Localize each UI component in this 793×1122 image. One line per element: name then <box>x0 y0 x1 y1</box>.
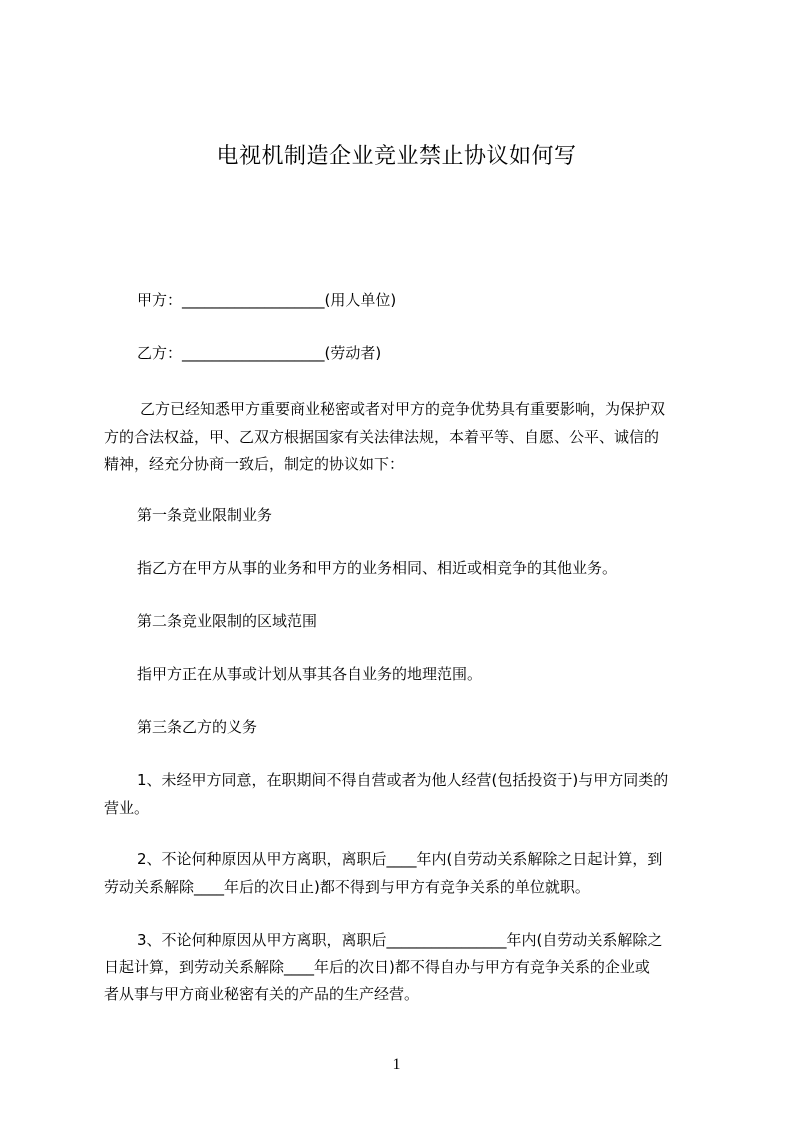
article-2-body: 指甲方正在从事或计划从事其各自业务的地理范围。 <box>137 665 483 683</box>
article-3-heading: 第三条乙方的义务 <box>137 718 258 736</box>
intro-line-2: 方的合法权益，甲、乙双方根据国家有关法律法规，本着平等、自愿、公平、诚信的 <box>104 428 660 446</box>
party-a-line: 甲方：___________________(用人单位) <box>137 291 397 309</box>
article-1-heading: 第一条竞业限制业务 <box>137 506 273 524</box>
intro-line-1: 乙方已经知悉甲方重要商业秘密或者对甲方的竞争优势具有重要影响，为保护双 <box>140 400 666 418</box>
item-3-line-1: 3、不论何种原因从甲方离职，离职后________________年内(自劳动关系解除之 <box>137 931 663 949</box>
item-1-line-2: 营业。 <box>104 799 150 817</box>
party-b-line: 乙方：___________________(劳动者) <box>137 344 382 362</box>
item-2-line-2: 劳动关系解除____年后的次日止)都不得到与甲方有竞争关系的单位就职。 <box>104 878 590 896</box>
item-3-line-3: 者从事与甲方商业秘密有关的产品的生产经营。 <box>104 985 420 1003</box>
item-3-line-2: 日起计算，到劳动关系解除____年后的次日)都不得自办与甲方有竞争关系的企业或 <box>104 958 650 976</box>
document-title: 电视机制造企业竞业禁止协议如何写 <box>216 144 577 169</box>
item-1-line-1: 1、未经甲方同意，在职期间不得自营或者为他人经营(包括投资于)与甲方同类的 <box>137 771 669 789</box>
item-2-line-1: 2、不论何种原因从甲方离职，离职后____年内(自劳动关系解除之日起计算，到 <box>137 850 663 868</box>
page-number: 1 <box>392 1056 401 1073</box>
article-1-body: 指乙方在甲方从事的业务和甲方的业务相同、相近或相竞争的其他业务。 <box>137 559 618 577</box>
intro-line-3: 精神，经充分协商一致后，制定的协议如下： <box>104 455 405 473</box>
article-2-heading: 第二条竞业限制的区域范围 <box>137 612 318 630</box>
